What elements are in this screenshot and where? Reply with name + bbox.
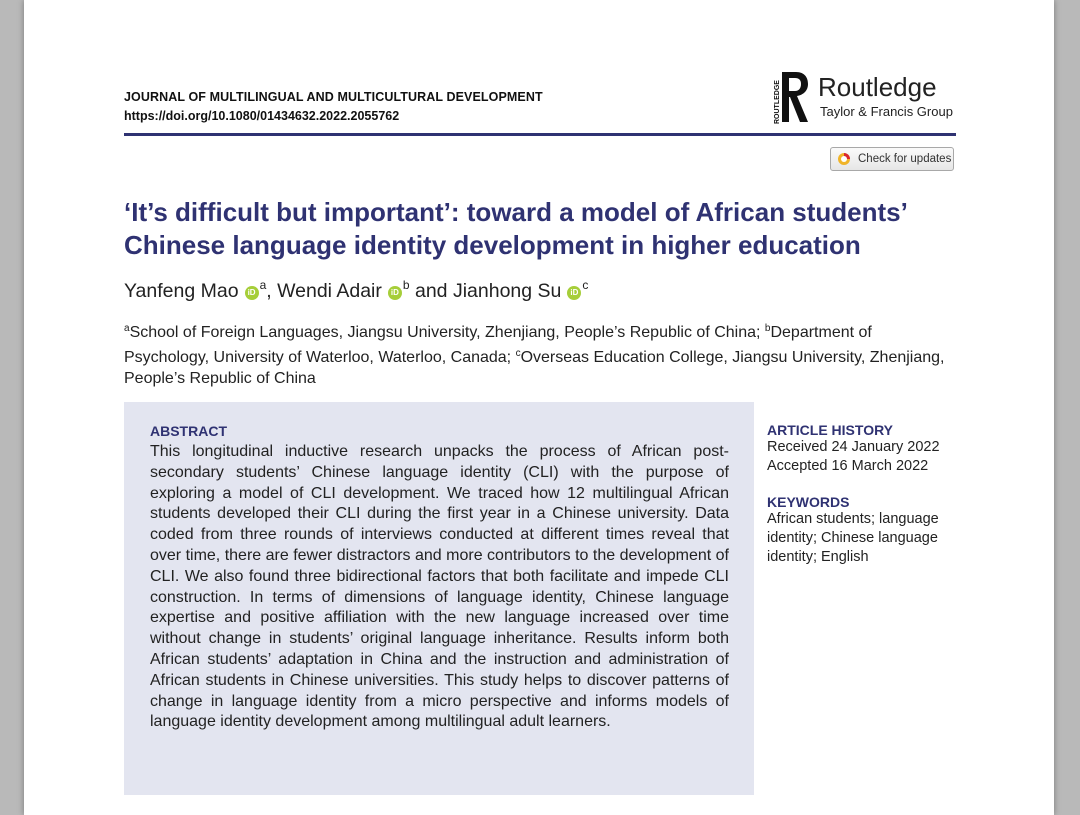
author-name: Jianhong Su <box>452 280 562 302</box>
author-affiliation-mark: a <box>259 278 267 292</box>
article-history-heading: ARTICLE HISTORY <box>767 422 894 438</box>
abstract-box <box>124 402 754 795</box>
publisher-logo <box>772 70 962 126</box>
author-name: Yanfeng Mao <box>124 280 239 302</box>
check-updates-icon <box>837 152 851 166</box>
affiliation-mark: a <box>124 323 130 334</box>
orcid-icon[interactable]: iD <box>245 286 259 300</box>
affiliation-text: School of Foreign Languages, Jiangsu University, Zhenjiang, People’s Republic of China; <box>129 324 765 341</box>
article-title: ‘It’s difficult but important’: toward a model of African students’ Chinese language identity development in higher education <box>124 197 907 260</box>
article-sidebar <box>767 422 967 567</box>
journal-name: JOURNAL OF MULTILINGUAL AND MULTICULTURAL DEVELOPMENT <box>124 90 543 104</box>
orcid-icon[interactable]: iD <box>567 286 581 300</box>
affiliation-text: Overseas Education College, Jiangsu University, Zhenjiang, People’s Republic of China <box>124 349 945 387</box>
doi-link[interactable]: https://doi.org/10.1080/01434632.2022.2055762 <box>124 109 400 123</box>
keywords-heading: KEYWORDS <box>767 494 850 510</box>
publisher-group: Taylor & Francis Group <box>820 104 953 119</box>
orcid-icon[interactable]: iD <box>388 286 402 300</box>
pdf-page <box>24 0 1054 815</box>
affiliations <box>124 318 959 389</box>
keywords-list: African students; language identity; Chinese language identity; English <box>767 511 939 565</box>
abstract-text: This longitudinal inductive research unpacks the process of African post-secondary students’ Chinese language identity (CLI) with the purpose of exploring a model of CLI development. We traced how 12 multilingual African students developed their CLI during the first year in a Chinese university. Data coded from three rounds of interviews conducted at different times reveal that over time, there are fewer distractors and more contributors to the development of CLI. We also found three bidirectional factors that both facilitate and impede CLI construction. In terms of dimensions of language identity, Chinese language expertise and positive affiliation with the new language increased over time without change in students’ original language inheritance. Results inform both African students’ adaptation in China and the instruction and administration of African students in Chinese universities. This study helps to discover patterns of change in language identity from a micro perspective and informs models of language identity development among multilingual adult learners. <box>150 443 729 731</box>
affiliation-mark: c <box>515 348 521 359</box>
author-separator: , <box>266 280 272 302</box>
routledge-logo-icon <box>772 70 810 124</box>
author-name: Wendi Adair <box>277 280 382 302</box>
abstract-heading: ABSTRACT <box>150 423 227 439</box>
publisher-name: Routledge <box>818 72 937 102</box>
author-separator: and <box>409 280 448 302</box>
received-date: Received 24 January 2022 <box>767 439 940 455</box>
header-rule <box>124 133 956 136</box>
check-updates-label: Check for updates <box>858 153 952 165</box>
routledge-vertical-text: ROUTLEDGE <box>774 80 781 124</box>
author-affiliation-mark: c <box>582 278 589 292</box>
affiliation-mark: b <box>764 323 771 334</box>
author-list <box>124 278 588 303</box>
accepted-date: Accepted 16 March 2022 <box>767 458 929 474</box>
author-affiliation-mark: b <box>402 278 410 292</box>
affiliation-text: Department of Psychology, University of Waterloo, Waterloo, Canada; <box>124 324 872 366</box>
check-for-updates-button[interactable] <box>830 147 954 171</box>
